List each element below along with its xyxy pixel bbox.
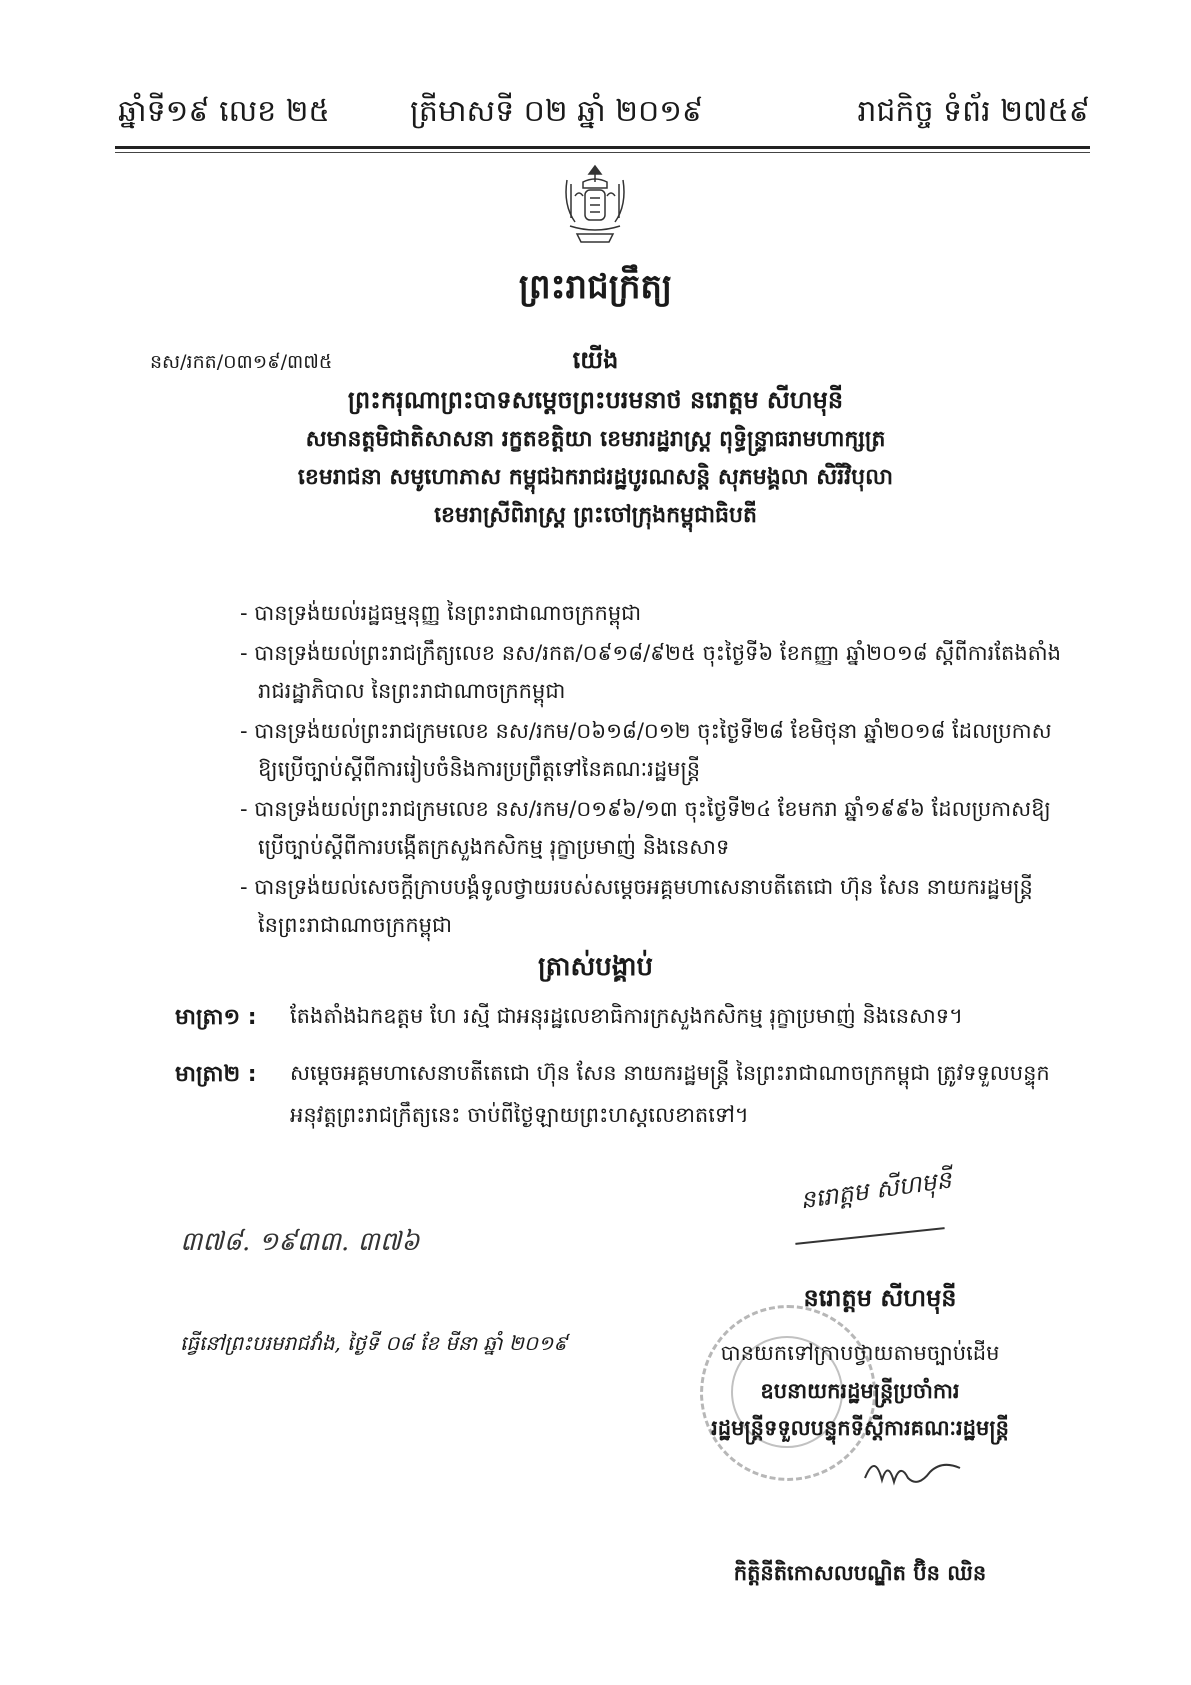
reference-number: នស/រកត/០៣១៩/៣៧៥ [150,351,333,373]
signature-stroke [795,1227,944,1245]
minister-signature [860,1448,970,1498]
preamble-line: - បានទ្រង់យល់ព្រះរាជក្រឹត្យលេខ នស/រកត/០៩១៨/៩២៥ ចុះថ្ងៃទី៦ ខែកញ្ញា ឆ្នាំ២០១៨ ស្តីពីការតែងតាំង [240,641,1061,665]
article-2-text: សម្តេចអគ្គមហាសេនាបតីតេជោ ហ៊ុន សែន នាយករដ្ឋមន្ត្រី នៃព្រះរាជាណាចក្រកម្ពុជា ត្រូវទទួលបន្ទុក [290,1061,1050,1085]
preamble-line: នៃព្រះរាជាណាចក្រកម្ពុជា [258,913,453,937]
handwritten-registry-number: ៣៧៨. ១៩៣៣. ៣៧៦ [180,1227,420,1257]
article-2-text-cont: អនុវត្តព្រះរាជក្រឹត្យនេះ ចាប់ពីថ្ងៃឡាយព្រះហស្តលេខាតទៅ។ [290,1103,749,1127]
preamble-line: ប្រើច្បាប់ស្តីពីការបង្កើតក្រសួងកសិកម្ម រុក្ខាប្រមាញ់ និងនេសាទ [258,835,730,859]
preamble-line: រាជរដ្ឋាភិបាល នៃព្រះរាជាណាចក្រកម្ពុជា [258,679,566,703]
gazette-year-issue: ឆ្នាំទី១៩ លេខ ២៥ [118,94,330,129]
king-title-line-4: ខេមរាស្រីពិរាស្ត្រ ព្រះចៅក្រុងកម្ពុជាធិបតី [434,503,757,528]
document-title: ព្រះរាជក្រឹត្យ [518,267,673,307]
countersign-line-3: រដ្ឋមន្ត្រីទទួលបន្ទុកទីស្តីការគណៈរដ្ឋមន្ត្រី [711,1416,1009,1440]
preamble-line: - បានទ្រង់យល់ព្រះរាជក្រមលេខ នស/រកម/០១៩៦/១៣ ចុះថ្ងៃទី២៤ ខែមករា ឆ្នាំ១៩៩៦ ដែលប្រកាសឱ្យ [240,797,1051,821]
preamble-line: - បានទ្រង់យល់សេចក្តីក្រាបបង្គំទូលថ្វាយរបស់សម្តេចអគ្គមហាសេនាបតីតេជោ ហ៊ុន សែន នាយករដ្ឋមន្ត្រី [240,875,1033,899]
king-title-line-1: ព្រះករុណាព្រះបាទសម្តេចព្រះបរមនាថ នរោត្តម សីហមុនី [347,386,844,414]
king-signature: នរោត្តម សីហមុនី [798,1165,954,1215]
article-1-text: តែងតាំងឯកឧត្តម ហែ រស្មី ជាអនុរដ្ឋលេខាធិការក្រសួងកសិកម្ម រុក្ខាប្រមាញ់ និងនេសាទ។ [290,1004,963,1028]
gazette-page: រាជកិច្ច ទំព័រ ២៧៥៩ [857,94,1090,129]
place-and-date: ធ្វើនៅព្រះបរមរាជវាំង, ថ្ងៃទី ០៨ ខែ មីនា ឆ្នាំ ២០១៩ [180,1331,568,1355]
king-name: នរោត្តម សីហមុនី [803,1284,957,1312]
gazette-quarter: ត្រីមាសទី ០២ ឆ្នាំ ២០១៩ [410,94,704,129]
article-2-label: មាត្រា២ : [175,1062,257,1087]
countersign-line-2: ឧបនាយករដ្ឋមន្ត្រីប្រចាំការ [760,1379,960,1403]
countersign-line-1: បានយកទៅក្រាបថ្វាយតាមច្បាប់ដើម [720,1341,1000,1365]
preamble-line: - បានទ្រង់យល់រដ្ឋធម្មនុញ្ញ នៃព្រះរាជាណាចក្រកម្ពុជា [240,601,642,625]
article-1-label: មាត្រា១ : [175,1005,257,1030]
king-title-line-3: ខេមរាជនា សមូហោភាស កម្ពុជឯករាជរដ្ឋបូរណសន្តិ សុភមង្គលា សិរីវិបុលា [297,465,894,490]
yeung-heading: យើង [572,346,619,374]
decree-heading: ត្រាស់បង្គាប់ [537,952,654,982]
king-title-line-2: សមានត្តមិជាតិសាសនា រក្ខតខត្តិយា ខេមរារដ្ឋរាស្ត្រ ពុទ្ធិន្រ្ទាធរាមហាក្សត្រ [305,427,886,452]
header-rule-thin [115,152,1090,153]
royal-coat-of-arms-icon [545,160,645,250]
preamble-line: - បានទ្រង់យល់ព្រះរាជក្រមលេខ នស/រកម/០៦១៨/០១២ ចុះថ្ងៃទី២៨ ខែមិថុនា ឆ្នាំ២០១៨ ដែលប្រកាស [240,719,1052,743]
header-rule [115,146,1090,149]
preamble-line: ឱ្យប្រើច្បាប់ស្តីពីការរៀបចំនិងការប្រព្រឹត្តទៅនៃគណៈរដ្ឋមន្ត្រី [258,757,701,781]
minister-name: កិត្តិនីតិកោសលបណ្ឌិត ប៊ិន ឈិន [733,1561,987,1585]
